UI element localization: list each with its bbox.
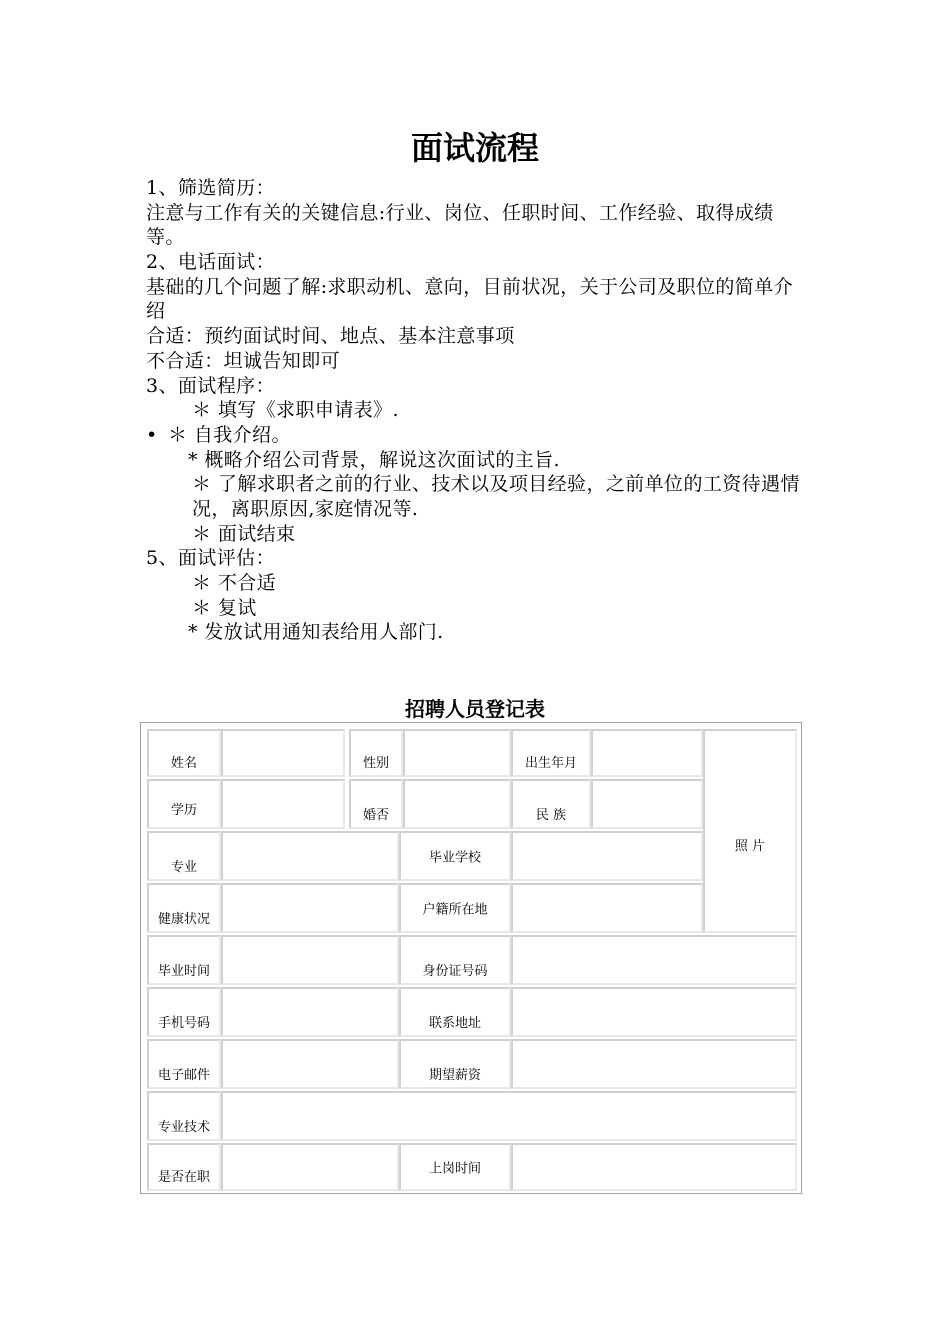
field-label: 专业技术 [157,1120,210,1135]
page-title: 面试流程 [410,129,539,167]
field-label: 联系地址 [428,1016,481,1031]
section-heading-phone: 2、电话面试： [146,251,275,274]
input-cell-hukou[interactable] [511,883,703,933]
list-item-text: ＊ 自我介绍。 [168,423,291,446]
paragraph-unsuitable: 不合适：坦诚告知即可 [146,349,341,372]
list-item: ＊ 填写《求职申请表》. [192,399,399,422]
paragraph-phone: 基础的几个问题了解:求职动机、意向，目前状况，关于公司及职位的简单介绍 [146,275,794,323]
section-heading-screening: 1、筛选简历： [146,177,275,199]
list-item-text: ＊ 了解求职者之前的行业、技术以及项目经验，之前单位的工资待遇情况，离职原因,家庭情况等. [192,473,800,521]
form-title: 招聘人员登记表 [405,697,545,721]
registration-form-table [140,722,802,1194]
input-cell-gender[interactable] [403,729,511,777]
field-label: 上岗时间 [428,1161,481,1177]
field-label: 电子邮件 [157,1068,210,1083]
input-cell-name[interactable] [221,729,345,777]
bullet-icon: • [146,423,158,446]
label-cell-major [147,831,221,881]
label-cell-salary [399,1039,511,1089]
field-label: 学历 [170,803,197,818]
input-cell-id-number[interactable] [511,935,797,985]
photo-label: 照 片 [734,839,766,854]
input-cell-school[interactable] [511,831,703,881]
label-cell-gender [349,729,403,777]
field-label: 身份证号码 [422,964,488,979]
field-label: 期望薪资 [428,1068,481,1083]
input-cell-grad-time[interactable] [221,935,399,985]
input-cell-birth[interactable] [591,729,703,777]
field-label: 专业 [170,860,197,875]
label-cell-employed [147,1143,221,1191]
field-label: 姓名 [170,756,197,771]
list-item: ＊ 面试结束 [192,522,296,545]
label-cell-skills [147,1091,221,1141]
field-label: 毕业时间 [157,964,210,979]
field-label: 出生年月 [524,756,577,771]
photo-cell[interactable] [703,729,797,933]
label-cell-birth [511,729,591,777]
list-item-bulleted [146,423,808,448]
input-cell-employed[interactable] [221,1143,399,1191]
label-cell-email [147,1039,221,1089]
label-cell-address [399,987,511,1037]
field-label: 民 族 [535,808,567,823]
field-label: 手机号码 [157,1016,210,1031]
list-item: ＊ 复试 [192,596,257,619]
label-cell-ethnicity [511,779,591,829]
label-cell-grad-time [147,935,221,985]
label-cell-name [147,729,221,777]
list-item: * 发放试用通知表给用人部门. [188,621,444,644]
list-item: * 概略介绍公司背景，解说这次面试的主旨. [188,448,560,471]
list-item: ＊ 不合适 [192,572,277,595]
document-body [146,176,808,645]
input-cell-skills[interactable] [221,1091,797,1141]
label-cell-id-number [399,935,511,985]
label-cell-education [147,779,221,829]
field-label: 性别 [362,756,389,771]
input-cell-marital[interactable] [403,779,511,829]
label-cell-start-time [399,1143,511,1191]
field-label: 健康状况 [157,912,210,927]
input-cell-phone[interactable] [221,987,399,1037]
input-cell-address[interactable] [511,987,797,1037]
section-heading-evaluation: 5、面试评估： [146,547,275,570]
label-cell-school [399,831,511,881]
input-cell-start-time[interactable] [511,1143,797,1191]
input-cell-education[interactable] [221,779,345,829]
input-cell-salary[interactable] [511,1039,797,1089]
input-cell-email[interactable] [221,1039,399,1089]
label-cell-hukou [399,883,511,933]
paragraph-suitable: 合适：预约面试时间、地点、基本注意事项 [146,325,515,348]
input-cell-health[interactable] [221,883,399,933]
field-label: 是否在职 [157,1170,210,1185]
input-cell-ethnicity[interactable] [591,779,703,829]
input-cell-major[interactable] [221,831,399,881]
list-item [146,472,808,521]
section-heading-procedure: 3、面试程序： [146,374,275,397]
paragraph-screening: 注意与工作有关的关键信息:行业、岗位、任职时间、工作经验、取得成绩等。 [146,201,774,249]
field-label: 户籍所在地 [422,902,488,918]
field-label: 毕业学校 [428,850,481,866]
label-cell-phone [147,987,221,1037]
field-label: 婚否 [362,808,389,823]
label-cell-marital [349,779,403,829]
label-cell-health [147,883,221,933]
